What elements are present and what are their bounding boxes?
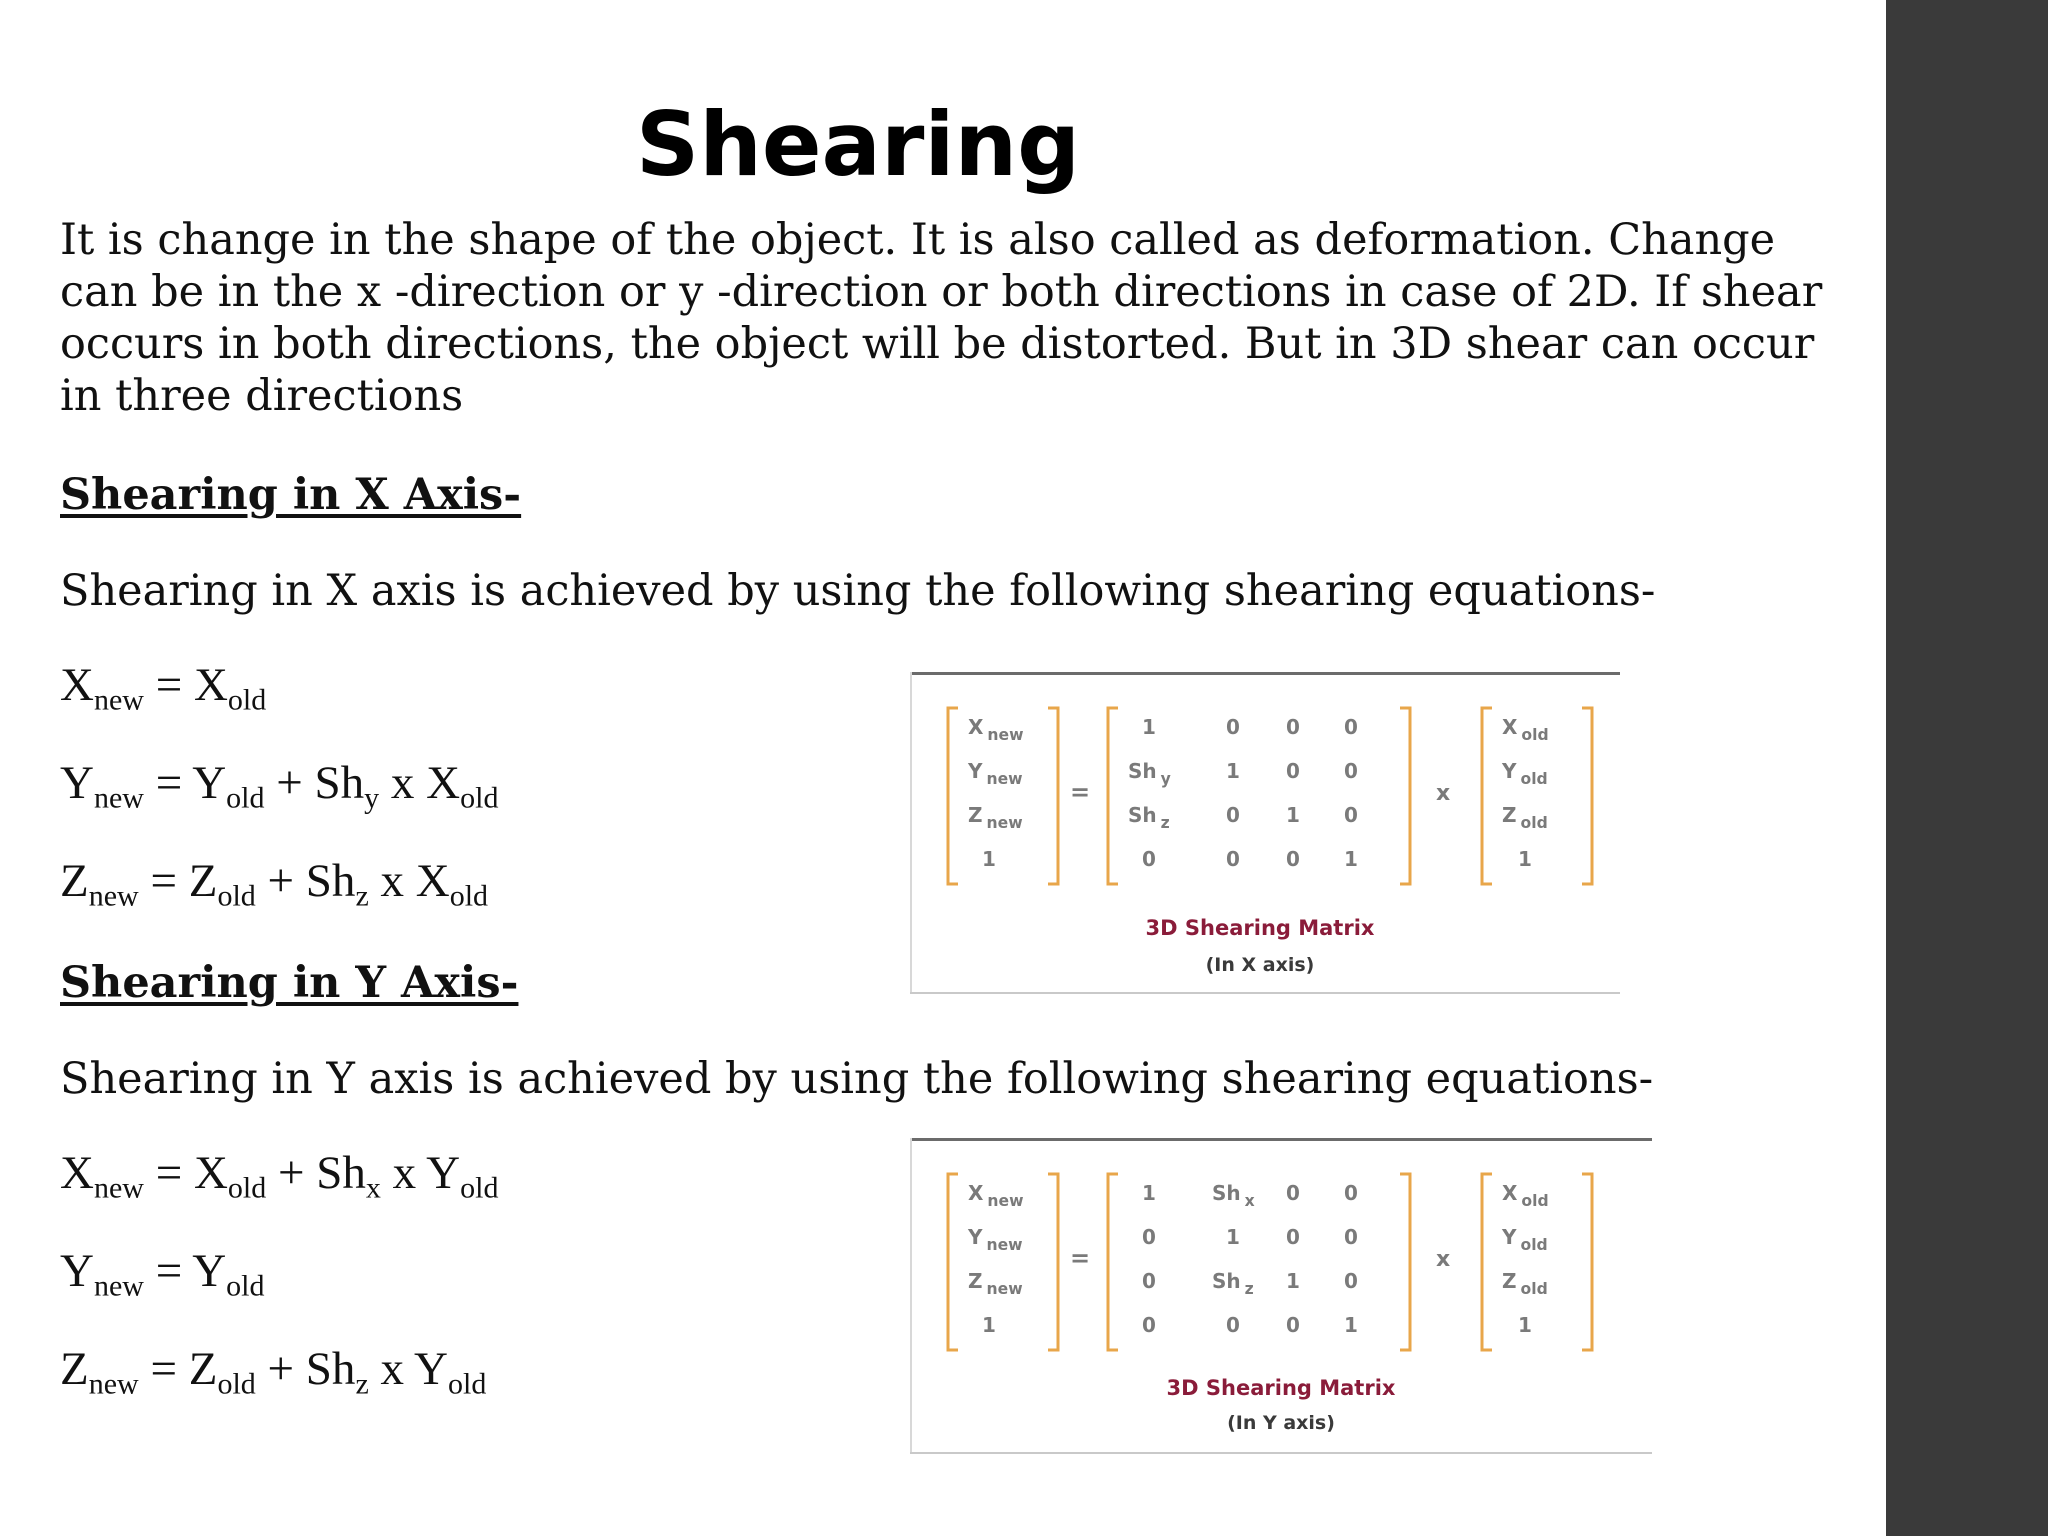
shear-matrix-right-bracket [1400,708,1410,884]
shear-matrix-right-bracket [1400,1174,1410,1350]
figure-bottom-rule [910,1452,1652,1454]
shear-matrix-cell: 0 [1142,1225,1156,1249]
shear-matrix-cell: 0 [1344,1269,1358,1293]
shear-matrix-cell: 0 [1344,1225,1358,1249]
x-axis-description: Shearing in X axis is achieved by using the following shearing equations- [60,566,1656,616]
shear-matrix-cell: 1 [1226,759,1240,783]
y-matrix-caption: 3D Shearing Matrix [1166,1376,1396,1400]
shear-matrix-cell: 1 [1142,1181,1156,1205]
right-vector-right-bracket [1582,1174,1592,1350]
times-sign: x [1436,1247,1451,1272]
x-axis-heading: Shearing in X Axis- [60,470,522,520]
left-vector-right-bracket [1048,708,1058,884]
left-vector-cell: X $_{new}$ [968,1181,1024,1210]
x-axis-equation-3: $Z_{new} = Z_{old} + Sh_z$ x $X_{old}$ [60,855,489,913]
shear-matrix-cell: 0 [1286,715,1300,739]
right-vector-cell: Z $_{old}$ [1502,803,1548,832]
x-shearing-matrix [910,672,1620,922]
y-axis-equation-3: $Z_{new} = Z_{old} + Sh_z$ x $Y_{old}$ [60,1343,487,1401]
shear-matrix-cell: 1 [1142,715,1156,739]
shear-matrix-cell: 0 [1226,847,1240,871]
y-shearing-matrix-figure [910,1138,1652,1454]
figure-bottom-rule [910,992,1620,994]
left-vector-right-bracket [1048,1174,1058,1350]
y-shearing-matrix [910,1138,1652,1388]
shear-matrix-cell: 0 [1286,1225,1300,1249]
x-axis-equation-2: $Y_{new} = Y_{old} + Sh_y$ x $X_{old}$ [60,757,499,815]
shear-matrix-cell: 0 [1344,715,1358,739]
shear-matrix-cell: Sh $_z$ [1128,803,1170,832]
right-vector-cell: Z $_{old}$ [1502,1269,1548,1298]
shear-matrix-cell: Sh $_y$ [1128,759,1171,788]
right-vector-left-bracket [1482,708,1492,884]
shear-matrix-cell: 0 [1142,1313,1156,1337]
shear-matrix-cell: 1 [1226,1225,1240,1249]
shear-matrix-cell: 0 [1344,1181,1358,1205]
shear-matrix-cell: 0 [1286,847,1300,871]
x-axis-equation-1: $X_{new} = X_{old}$ [60,659,267,717]
shear-matrix-cell: 1 [1344,1313,1358,1337]
right-vector-right-bracket [1582,708,1592,884]
right-vector-cell: 1 [1518,1313,1532,1337]
shear-matrix-cell: 1 [1344,847,1358,871]
x-shearing-matrix-figure [910,672,1620,994]
left-vector-cell: Y $_{new}$ [968,1225,1023,1254]
shear-matrix-cell: 0 [1142,1269,1156,1293]
shear-matrix-left-bracket [1108,708,1118,884]
shear-matrix-cell: 0 [1226,803,1240,827]
shear-matrix-cell: 0 [1226,715,1240,739]
right-vector-cell: Y $_{old}$ [1502,1225,1548,1254]
equals-sign: = [1070,1244,1091,1272]
shear-matrix-cell: 0 [1344,803,1358,827]
left-vector-cell: X $_{new}$ [968,715,1024,744]
y-axis-equation-1: $X_{new} = X_{old} + Sh_x$ x $Y_{old}$ [60,1147,499,1205]
shear-matrix-cell: 0 [1344,759,1358,783]
y-axis-description: Shearing in Y axis is achieved by using the following shearing equations- [60,1054,1654,1104]
right-vector-cell: X $_{old}$ [1502,1181,1549,1210]
left-vector-left-bracket [948,1174,958,1350]
shear-matrix-cell: 1 [1286,1269,1300,1293]
shear-matrix-cell: 0 [1286,1181,1300,1205]
x-matrix-caption: 3D Shearing Matrix [1145,916,1375,940]
equals-sign: = [1070,778,1091,806]
y-matrix-subcaption: (In Y axis) [1227,1412,1335,1434]
times-sign: x [1436,781,1451,806]
shear-matrix-cell: 0 [1286,1313,1300,1337]
left-vector-cell: 1 [982,1313,996,1337]
left-vector-cell: Y $_{new}$ [968,759,1023,788]
left-vector-cell: Z $_{new}$ [968,1269,1023,1298]
left-vector-cell: Z $_{new}$ [968,803,1023,832]
x-matrix-subcaption: (In X axis) [1205,954,1315,976]
right-vector-cell: 1 [1518,847,1532,871]
left-vector-left-bracket [948,708,958,884]
shear-matrix-left-bracket [1108,1174,1118,1350]
right-vector-cell: Y $_{old}$ [1502,759,1548,788]
y-axis-equation-2: $Y_{new} = Y_{old}$ [60,1245,265,1303]
shear-matrix-cell: 0 [1226,1313,1240,1337]
left-vector-cell: 1 [982,847,996,871]
slide-sidebar [1886,0,2048,1536]
y-axis-heading: Shearing in Y Axis- [60,958,519,1008]
shear-matrix-cell: 1 [1286,803,1300,827]
shear-matrix-cell: 0 [1142,847,1156,871]
shear-matrix-cell: Sh $_x$ [1212,1181,1255,1210]
intro-paragraph: It is change in the shape of the object. It is also called as deformation. Change can be in the x -direction or y -direction or both directions in case of 2D. If shear occurs in both directions, the object will be distorted. But in 3D shear can occur in three directions [60,215,1823,421]
right-vector-cell: X $_{old}$ [1502,715,1549,744]
shear-matrix-cell: 0 [1286,759,1300,783]
shear-matrix-cell: Sh $_z$ [1212,1269,1254,1298]
right-vector-left-bracket [1482,1174,1492,1350]
slide-title: Shearing [635,92,1081,196]
